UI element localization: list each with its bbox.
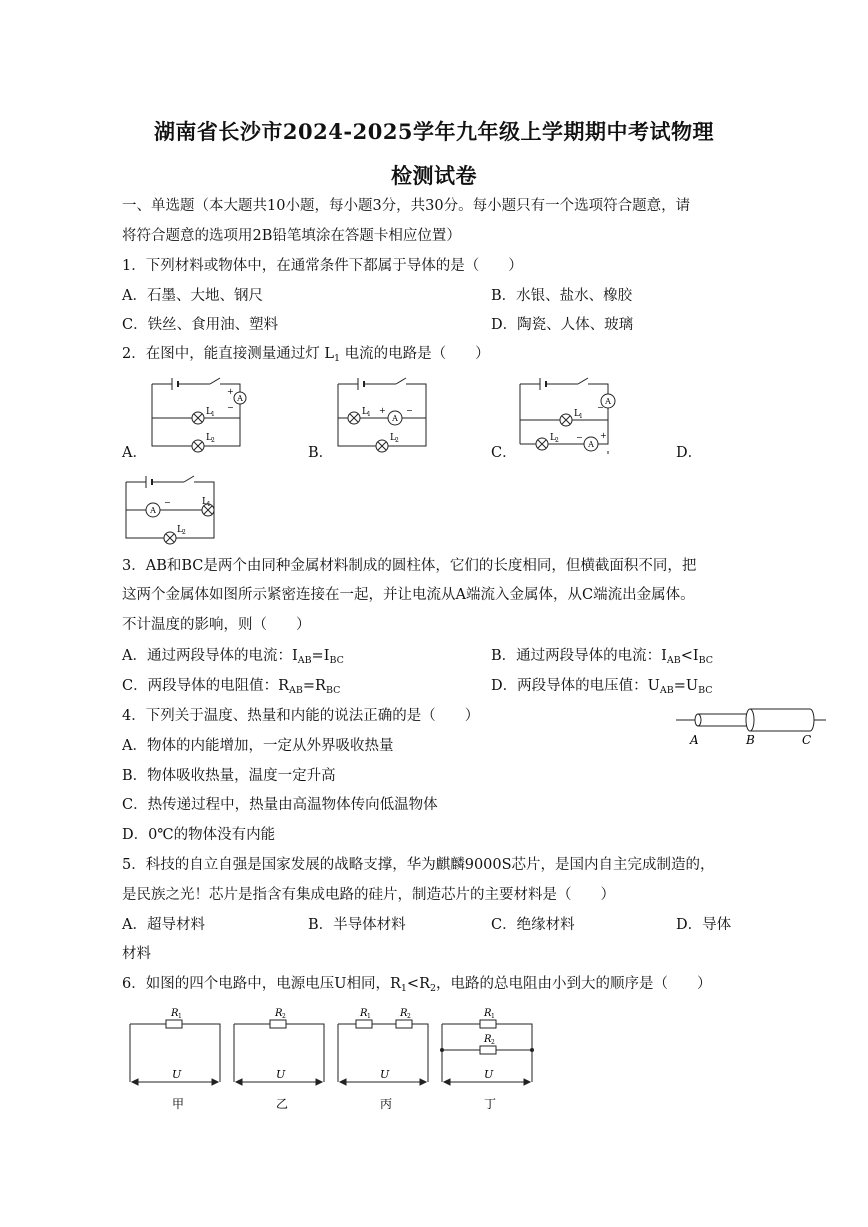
q6-stem-sub2: 2 — [430, 983, 437, 994]
lamp-label: L — [574, 409, 580, 419]
circuit-label-jia: 甲 — [172, 1097, 185, 1111]
voltage-label: U — [380, 1068, 390, 1081]
q1-option-c: C．铁丝、食用油、塑料 — [122, 317, 279, 333]
q4-option-a: A．物体的内能增加，一定从外界吸收热量 — [122, 738, 394, 754]
q2-option-b-label: B． — [308, 445, 334, 461]
q6-circuit-jia — [126, 1002, 226, 1118]
q3-c-sub1: AB — [289, 685, 303, 696]
q6-stem-mid: <R — [406, 976, 430, 992]
q5-option-a: A．超导材料 — [122, 917, 205, 933]
resistor-label: R — [484, 1034, 492, 1045]
q3-option-d — [491, 676, 713, 696]
exam-title-line2: 检测试卷 — [391, 163, 477, 188]
section-instruction-line1: 一、单选题（本大题共10小题，每小题3分，共30分。每小题只有一个选项符合题意，请 — [122, 198, 691, 214]
circuit-label-yi: 乙 — [276, 1097, 289, 1111]
q1-option-d: D．陶瓷、人体、玻璃 — [491, 317, 634, 333]
q3-b-sub2: BC — [698, 655, 714, 666]
q6-circuit-yi — [230, 1002, 330, 1118]
q3-a-sub1: AB — [297, 655, 312, 666]
q2-stem-pre: 2．在图中，能直接测量通过灯 L — [122, 346, 334, 362]
lamp-sub: 1 — [579, 413, 583, 420]
q3-stem-line3: 不计温度的影响，则（ ） — [122, 617, 311, 633]
ammeter-letter: A — [605, 397, 611, 406]
resistor-sub: 1 — [178, 1013, 182, 1020]
lamp-sub: 2 — [182, 529, 186, 536]
q3-d-sub1: AB — [659, 685, 674, 696]
ammeter-minus: − — [597, 403, 604, 412]
circuit-label-bing: 丙 — [380, 1097, 393, 1111]
lamp-sub: 1 — [367, 411, 371, 418]
q6-stem-post: ，电路的总电阻由小到大的顺序是（ ） — [436, 976, 712, 992]
q3-d-mid: =U — [673, 678, 699, 694]
q2-circuit-d — [122, 472, 232, 548]
ammeter-minus: − — [406, 406, 413, 415]
q5-option-b: B．半导体材料 — [308, 917, 406, 933]
lamp-sub: 2 — [395, 437, 399, 444]
q4-option-b: B．物体吸收热量，温度一定升高 — [122, 768, 336, 784]
lamp-label: L — [206, 433, 212, 443]
q3-cylinder-figure — [676, 700, 826, 750]
q3-c-sub2: BC — [325, 685, 341, 696]
resistor-label: R — [171, 1008, 179, 1019]
ammeter-minus: − — [164, 498, 171, 507]
resistor-label: R — [360, 1008, 368, 1019]
q5-stem-line1: 5．科技的自立自强是国家发展的战略支撑，华为麒麟9000S芯片，是国内自主完成制造的， — [122, 857, 715, 873]
ammeter-plus: + — [379, 406, 386, 415]
q2-stem-sub: 1 — [333, 353, 341, 364]
q5-option-d: D．导体 — [676, 917, 732, 933]
q3-b-pre: B．通过两段导体的电流：I — [491, 648, 667, 664]
ammeter-letter: A — [588, 440, 594, 449]
voltage-label: U — [172, 1068, 182, 1081]
q1-stem: 1．下列材料或物体中，在通常条件下都属于导体的是（ ） — [122, 258, 523, 274]
ammeter-letter: A — [237, 394, 243, 403]
resistor-sub: 2 — [282, 1013, 286, 1020]
q3-option-a — [122, 646, 344, 666]
lamp-label: L — [202, 497, 208, 507]
q5-option-c: C．绝缘材料 — [491, 917, 575, 933]
q4-stem: 4．下列关于温度、热量和内能的说法正确的是（ ） — [122, 708, 480, 724]
exam-title-line1: 湖南省长沙市2024-2025学年九年级上学期期中考试物理 — [153, 119, 715, 144]
q2-option-d-label: D． — [676, 445, 703, 461]
q5-stem-line2: 是民族之光！芯片是指含有集成电路的硅片，制造芯片的主要材料是（ ） — [122, 887, 615, 903]
label-c: C — [802, 733, 812, 747]
q6-stem-sub1: 1 — [400, 983, 407, 994]
lamp-label: L — [206, 407, 212, 417]
q4-option-c: C．热传递过程中，热量由高温物体传向低温物体 — [122, 797, 438, 813]
lamp-sub: 1 — [211, 411, 215, 418]
q6-stem-pre: 6．如图的四个电路中，电源电压U相同，R — [122, 976, 401, 992]
q3-stem-line1: 3．AB和BC是两个由同种金属材料制成的圆柱体，它们的长度相同，但横截面积不同，把 — [122, 558, 697, 574]
resistor-label: R — [400, 1008, 408, 1019]
resistor-sub: 2 — [491, 1039, 495, 1046]
section-instruction-line2: 将符合题意的选项用2B铅笔填涂在答题卡相应位置） — [122, 228, 461, 244]
lamp-sub: 2 — [211, 437, 215, 444]
q2-circuit-b — [334, 374, 444, 454]
label-b: B — [746, 733, 755, 747]
q3-a-pre: A．通过两段导体的电流：I — [122, 648, 298, 664]
q1-option-a: A．石墨、大地、钢尺 — [122, 288, 263, 304]
q6-stem — [122, 974, 712, 994]
q3-c-pre: C．两段导体的电阻值：R — [122, 678, 290, 694]
ammeter-plus: + — [600, 431, 607, 440]
q1-option-b: B．水银、盐水、橡胶 — [491, 288, 633, 304]
q2-circuit-c — [516, 374, 626, 454]
ammeter-plus: + — [227, 387, 234, 396]
ammeter-minus: − — [227, 403, 234, 412]
q3-b-sub1: AB — [666, 655, 681, 666]
q5-option-d-continued: 材料 — [122, 946, 151, 962]
ammeter-minus: − — [576, 433, 583, 442]
ammeter-letter: A — [392, 414, 398, 423]
q6-circuit-ding — [438, 1002, 538, 1118]
circuit-label-ding: 丁 — [484, 1097, 497, 1111]
q6-circuit-bing — [334, 1002, 434, 1118]
voltage-label: U — [276, 1068, 286, 1081]
lamp-sub: 1 — [207, 501, 211, 508]
q3-a-sub2: BC — [329, 655, 344, 666]
q3-d-sub2: BC — [698, 685, 713, 696]
q3-option-b — [491, 646, 713, 666]
q4-option-d: D．0℃的物体没有内能 — [122, 827, 276, 843]
q3-option-c — [122, 676, 340, 696]
q3-a-mid: =I — [311, 648, 330, 664]
lamp-label: L — [550, 433, 556, 443]
resistor-sub: 2 — [407, 1013, 411, 1020]
q3-b-mid: <I — [680, 648, 699, 664]
resistor-label: R — [275, 1008, 283, 1019]
ammeter-letter: A — [150, 506, 156, 515]
lamp-sub: 2 — [555, 437, 559, 444]
lamp-label: L — [362, 407, 368, 417]
lamp-label: L — [390, 433, 396, 443]
voltage-label: U — [484, 1068, 494, 1081]
resistor-label: R — [484, 1008, 492, 1019]
q3-d-pre: D．两段导体的电压值：U — [491, 678, 660, 694]
lamp-label: L — [177, 525, 183, 535]
label-a: A — [690, 733, 699, 747]
q2-circuit-a — [148, 374, 258, 454]
q2-option-a-label: A． — [122, 445, 147, 461]
resistor-sub: 1 — [367, 1013, 371, 1020]
q2-stem — [122, 344, 490, 364]
resistor-sub: 1 — [491, 1013, 495, 1020]
q2-stem-post: 电流的电路是（ ） — [340, 346, 490, 362]
q3-c-mid: =R — [302, 678, 326, 694]
q3-stem-line2: 这两个金属体如图所示紧密连接在一起，并让电流从A端流入金属体，从C端流出金属体。 — [122, 587, 695, 603]
q2-option-c-label: C． — [491, 445, 517, 461]
